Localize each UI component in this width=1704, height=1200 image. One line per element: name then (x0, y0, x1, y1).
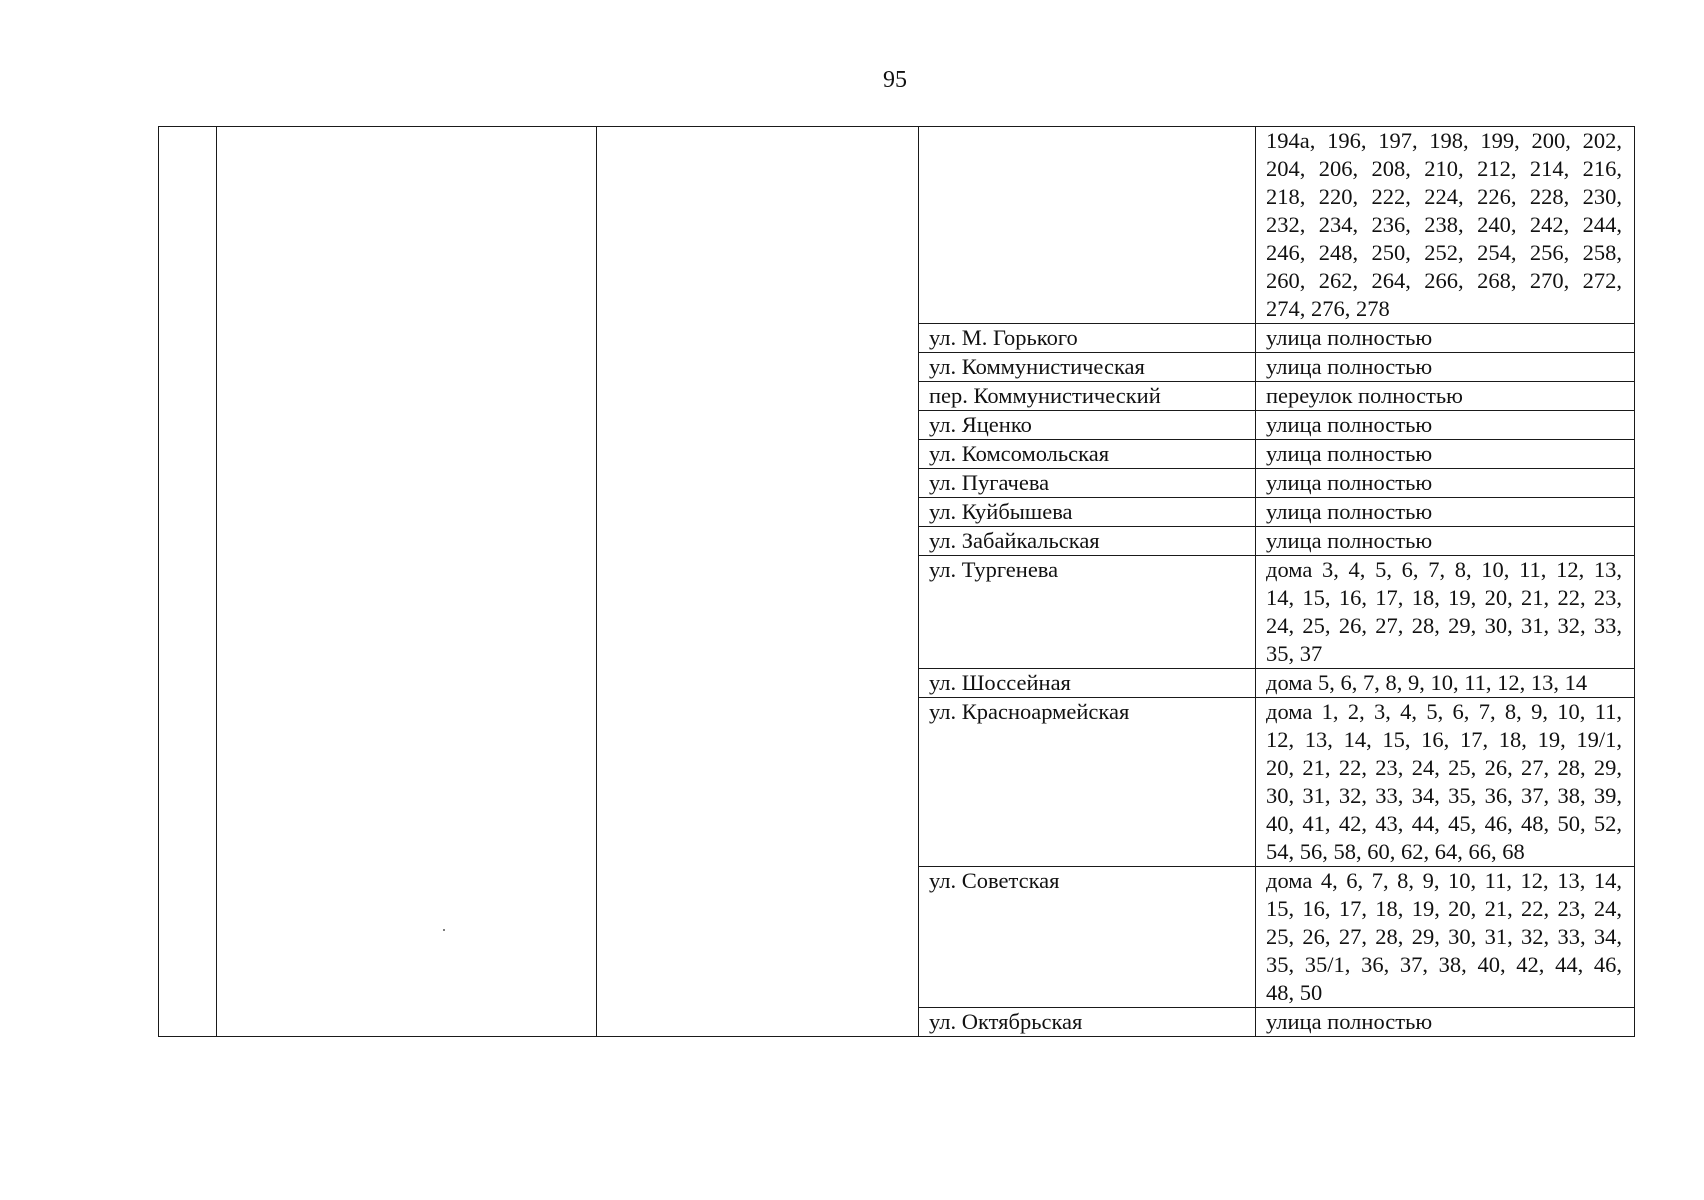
house-numbers-line: 25, 26, 27, 28, 29, 30, 31, 32, 33, 34, (1266, 924, 1622, 949)
house-numbers-line: 14, 15, 16, 17, 18, 19, 20, 21, 22, 23, (1266, 585, 1622, 610)
house-numbers-cell (1256, 324, 1635, 353)
table-row (159, 127, 1635, 324)
street-name-cell: ул. Куйбышева (919, 498, 1256, 527)
number-column-cell (159, 127, 217, 1037)
house-numbers-cell (1256, 353, 1635, 382)
house-numbers-line: 35, 37 (1266, 641, 1323, 666)
house-numbers-cell (1256, 1008, 1635, 1037)
house-numbers-line: улица полностью (1266, 354, 1433, 379)
house-numbers-cell (1256, 669, 1635, 698)
house-numbers-cell (1256, 527, 1635, 556)
house-numbers-line: 20, 21, 22, 23, 24, 25, 26, 27, 28, 29, (1266, 755, 1622, 780)
house-numbers-line: 24, 25, 26, 27, 28, 29, 30, 31, 32, 33, (1266, 613, 1622, 638)
house-numbers-line: улица полностью (1266, 441, 1433, 466)
house-numbers-line: 40, 41, 42, 43, 44, 45, 46, 48, 50, 52, (1266, 811, 1622, 836)
locality-column-cell (597, 127, 919, 1037)
house-numbers-cell (1256, 867, 1635, 1008)
house-numbers-cell (1256, 127, 1635, 324)
house-numbers-line: 218, 220, 222, 224, 226, 228, 230, (1266, 184, 1622, 209)
house-numbers-cell (1256, 469, 1635, 498)
house-numbers-line: 12, 13, 14, 15, 16, 17, 18, 19, 19/1, (1266, 727, 1622, 752)
house-numbers-line: дома 5, 6, 7, 8, 9, 10, 11, 12, 13, 14 (1266, 670, 1588, 695)
house-numbers-line: 54, 56, 58, 60, 62, 64, 66, 68 (1266, 839, 1525, 864)
address-table-body (159, 127, 1635, 1037)
house-numbers-line: 35, 35/1, 36, 37, 38, 40, 42, 44, 46, (1266, 952, 1622, 977)
street-name-cell: ул. Тургенева (919, 556, 1256, 669)
house-numbers-line: улица полностью (1266, 1009, 1433, 1034)
street-name-cell: ул. Коммунистическая (919, 353, 1256, 382)
house-numbers-line: дома 3, 4, 5, 6, 7, 8, 10, 11, 12, 13, (1266, 557, 1622, 582)
scan-speck (443, 929, 445, 931)
house-numbers-line: улица полностью (1266, 528, 1433, 553)
street-name-cell: ул. Комсомольская (919, 440, 1256, 469)
house-numbers-cell (1256, 698, 1635, 867)
street-name-cell: ул. Советская (919, 867, 1256, 1008)
house-numbers-line: дома 4, 6, 7, 8, 9, 10, 11, 12, 13, 14, (1266, 868, 1622, 893)
street-name-cell: ул. Шоссейная (919, 669, 1256, 698)
street-name-cell: ул. Яценко (919, 411, 1256, 440)
page-number: 95 (883, 67, 907, 93)
street-name-cell: ул. Пугачева (919, 469, 1256, 498)
house-numbers-line: 30, 31, 32, 33, 34, 35, 36, 37, 38, 39, (1266, 783, 1622, 808)
house-numbers-cell (1256, 440, 1635, 469)
street-name-cell (919, 127, 1256, 324)
house-numbers-line: 48, 50 (1266, 980, 1323, 1005)
house-numbers-line: переулок полностью (1266, 383, 1463, 408)
house-numbers-cell (1256, 382, 1635, 411)
street-name-cell: ул. Забайкальская (919, 527, 1256, 556)
house-numbers-line: 15, 16, 17, 18, 19, 20, 21, 22, 23, 24, (1266, 896, 1622, 921)
house-numbers-line: 246, 248, 250, 252, 254, 256, 258, (1266, 240, 1622, 265)
street-name-cell: ул. Октябрьская (919, 1008, 1256, 1037)
address-table (158, 126, 1635, 1037)
street-name-cell: ул. М. Горького (919, 324, 1256, 353)
house-numbers-cell (1256, 556, 1635, 669)
house-numbers-line: улица полностью (1266, 412, 1433, 437)
house-numbers-line: 260, 262, 264, 266, 268, 270, 272, (1266, 268, 1622, 293)
house-numbers-line: 274, 276, 278 (1266, 296, 1390, 321)
district-column-cell (217, 127, 597, 1037)
house-numbers-line: улица полностью (1266, 325, 1433, 350)
street-name-cell: ул. Красноармейская (919, 698, 1256, 867)
house-numbers-line: дома 1, 2, 3, 4, 5, 6, 7, 8, 9, 10, 11, (1266, 699, 1622, 724)
house-numbers-line: 232, 234, 236, 238, 240, 242, 244, (1266, 212, 1622, 237)
house-numbers-cell (1256, 411, 1635, 440)
house-numbers-line: 194а, 196, 197, 198, 199, 200, 202, (1266, 128, 1622, 153)
house-numbers-line: улица полностью (1266, 470, 1433, 495)
house-numbers-cell (1256, 498, 1635, 527)
street-name-cell: пер. Коммунистический (919, 382, 1256, 411)
house-numbers-line: улица полностью (1266, 499, 1433, 524)
house-numbers-line: 204, 206, 208, 210, 212, 214, 216, (1266, 156, 1622, 181)
